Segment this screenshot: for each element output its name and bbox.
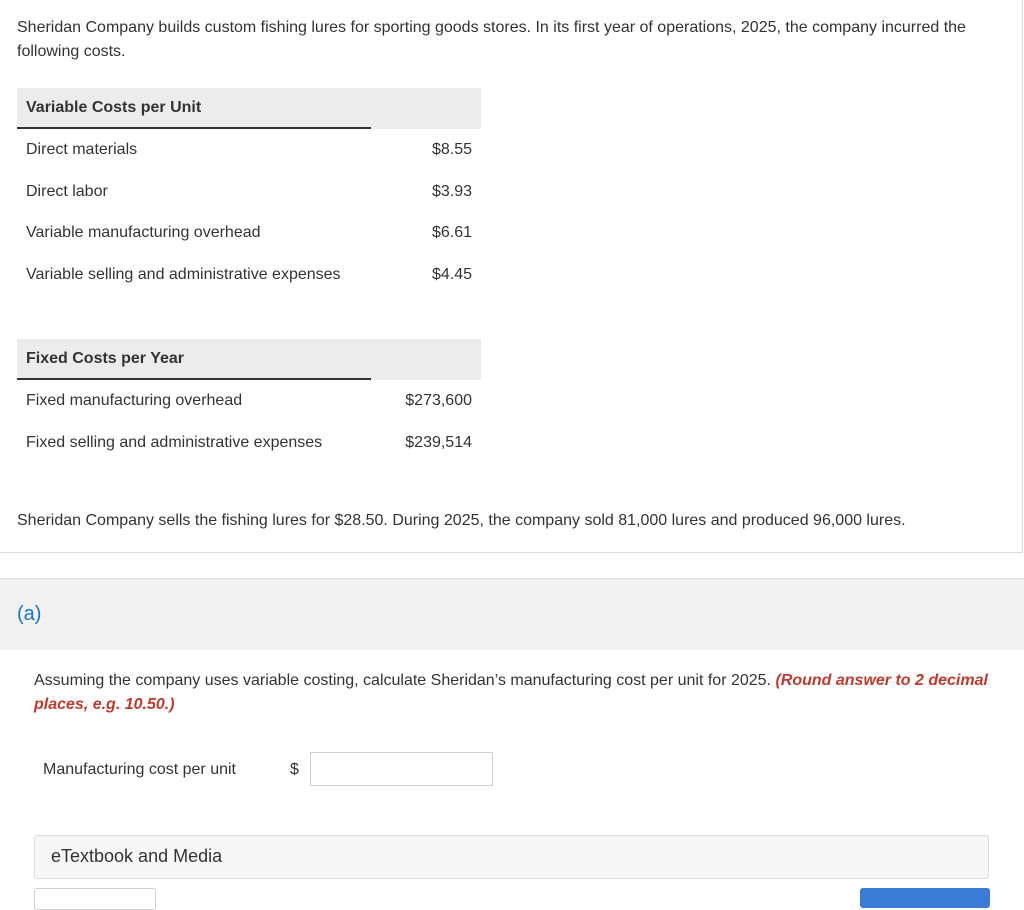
row-value: $6.61 (431, 224, 472, 241)
fixed-costs-table (17, 339, 481, 463)
rounding-hint: (Round answer to 2 decimal places, e.g. 10.50.) (34, 672, 988, 713)
row-label: Direct labor (26, 182, 108, 200)
question-text (34, 669, 994, 717)
variable-costs-table (17, 88, 481, 295)
table-row (17, 171, 481, 213)
part-header (0, 579, 1024, 650)
table-header (17, 88, 481, 129)
problem-intro: Sheridan Company builds custom fishing lures for sporting goods stores. In its first year of operations, 2025, the company incurred the following costs. (17, 19, 966, 60)
etextbook-media-button[interactable] (34, 835, 989, 879)
part-letter: (a) (17, 603, 42, 625)
row-label: Variable selling and administrative expenses (26, 265, 341, 283)
table-row (17, 422, 481, 464)
etextbook-label: eTextbook and Media (51, 846, 223, 866)
table-row (17, 129, 481, 171)
row-value: $8.55 (431, 141, 472, 158)
currency-symbol: $ (290, 761, 299, 778)
table-header-label: Fixed Costs per Year (26, 350, 184, 367)
row-label: Fixed manufacturing overhead (26, 392, 243, 409)
row-label: Fixed selling and administrative expenses (26, 433, 323, 451)
row-label: Direct materials (26, 141, 138, 158)
answer-label: Manufacturing cost per unit (43, 761, 236, 778)
row-value: $3.93 (431, 182, 472, 200)
table-row (17, 212, 481, 254)
question-body: Assuming the company uses variable costing, calculate Sheridan’s manufacturing cost per unit for 2025. (34, 672, 776, 689)
sales-text: Sheridan Company sells the fishing lures for $28.50. During 2025, the company sold 81,000 lures and produced 96,000 lures. (17, 512, 906, 529)
row-value: $4.45 (431, 265, 472, 283)
primary-button[interactable] (860, 888, 990, 908)
secondary-button[interactable] (34, 888, 156, 910)
table-row (17, 254, 481, 296)
part-a-card (0, 578, 1024, 909)
row-value: $239,514 (405, 433, 472, 451)
table-header (17, 339, 481, 380)
row-label: Variable manufacturing overhead (26, 224, 261, 241)
row-value: $273,600 (405, 392, 472, 409)
table-row (17, 380, 481, 422)
table-header-label: Variable Costs per Unit (26, 99, 202, 116)
manufacturing-cost-input[interactable] (310, 752, 493, 786)
